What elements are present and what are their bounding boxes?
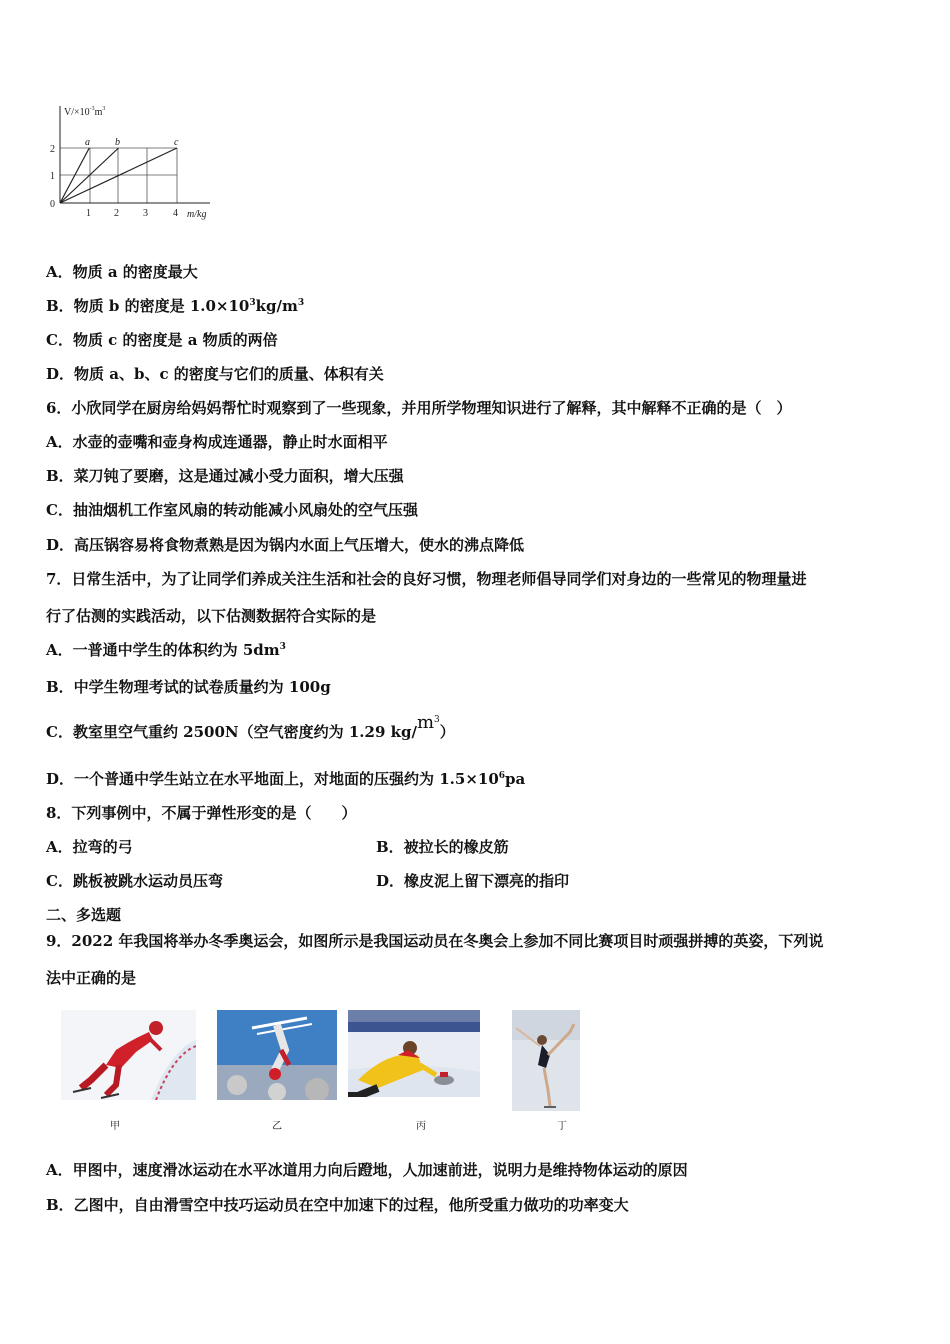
series-group: [60, 148, 177, 203]
q7-option-c: C．教室里空气重约 2500N（空气密度约为 1.29 $kg/m^3$）: [46, 712, 455, 741]
q5-option-a: A．物质 a 的密度最大: [46, 263, 198, 281]
line-label-b: b: [115, 137, 120, 148]
q6-option-c: C．抽油烟机工作室风扇的转动能减小风扇处的空气压强: [46, 501, 418, 519]
q6-stem: 6．小欣同学在厨房给妈妈帮忙时观察到了一些现象，并用所学物理知识进行了解释，其中解释不正确的是（ ）: [46, 399, 792, 417]
q8-option-b: B．被拉长的橡皮筋: [376, 838, 509, 856]
x-tick-2: 2: [114, 208, 119, 219]
q9-stem-line1: 9．2022 年我国将举办冬季奥运会，如图所示是我国运动员在冬奥会上参加不同比赛项目时顽强拼搏的英姿，下列说: [46, 932, 824, 950]
q6-option-a: A．水壶的壶嘴和壶身构成连通器，静止时水面相平: [46, 433, 388, 451]
y-tick-2: 2: [50, 144, 55, 155]
series-line-a: [60, 148, 89, 203]
caption-jia: 甲: [110, 1121, 120, 1132]
q9-option-a: A．甲图中，速度滑冰运动在水平冰道用力向后蹬地，人加速前进，说明力是维持物体运动的原因: [46, 1161, 688, 1179]
q6-option-b: B．菜刀钝了要磨，这是通过减小受力面积，增大压强: [46, 467, 404, 485]
photo-curling: [348, 1010, 480, 1097]
q8-option-d: D．橡皮泥上留下漂亮的指印: [376, 872, 570, 890]
q7-stem-line1: 7．日常生活中，为了让同学们养成关注生活和社会的良好习惯，物理老师倡导同学们对身边的一些常见的物理量进: [46, 570, 807, 588]
axes: [60, 106, 210, 203]
q8-stem: 8．下列事例中，不属于弹性形变的是（ ）: [46, 804, 357, 822]
x-tick-1: 1: [86, 208, 91, 219]
x-tick-4: 4: [173, 208, 178, 219]
caption-ding: 丁: [557, 1121, 567, 1132]
x-axis-label: m/kg: [187, 209, 207, 220]
x-tick-3: 3: [143, 208, 148, 219]
section-heading-multiple-choice: 二、多选题: [46, 906, 122, 924]
photo-speed-skater: [61, 1010, 196, 1100]
q9-stem-line2: 法中正确的是: [46, 969, 137, 987]
series-line-b: [60, 148, 119, 203]
caption-yi: 乙: [272, 1121, 282, 1132]
q7-option-b: B．中学生物理考试的试卷质量约为 100g: [46, 678, 331, 696]
q7-option-a: A．一普通中学生的体积约为 $5dm^3$: [46, 641, 286, 659]
q7-option-d: D．一个普通中学生站立在水平地面上，对地面的压强约为 $1.5\times 10^6pa$: [46, 770, 526, 788]
photo-aerial-skier: [217, 1010, 337, 1100]
series-line-c: [60, 148, 177, 203]
q5-option-b: B．物质 b 的密度是 $1.0\times 10^3kg/m^3$: [46, 297, 305, 315]
caption-bing: 丙: [416, 1121, 426, 1132]
photo-figure-skater: [512, 1010, 580, 1111]
q9-option-b: B．乙图中，自由滑雪空中技巧运动员在空中加速下的过程，他所受重力做功的功率变大: [46, 1196, 629, 1214]
y-axis-label: $V/\times 10^{-3}m^3$: [64, 106, 106, 118]
q8-option-a: A．拉弯的弓: [46, 838, 133, 856]
line-label-c: c: [174, 137, 179, 148]
q6-option-d: D．高压锅容易将食物煮熟是因为锅内水面上气压增大，使水的沸点降低: [46, 536, 525, 554]
q5-option-d: D．物质 a、b、c 的密度与它们的质量、体积有关: [46, 365, 384, 383]
line-label-a: a: [85, 137, 90, 148]
q5-option-c: C．物质 c 的密度是 a 物质的两倍: [46, 331, 278, 349]
volume-mass-graph: [40, 98, 230, 228]
y-tick-0: 0: [50, 199, 55, 210]
q8-option-c: C．跳板被跳水运动员压弯: [46, 872, 223, 890]
y-tick-1: 1: [50, 171, 55, 182]
q7-stem-line2: 行了估测的实践活动，以下估测数据符合实际的是: [46, 607, 377, 625]
